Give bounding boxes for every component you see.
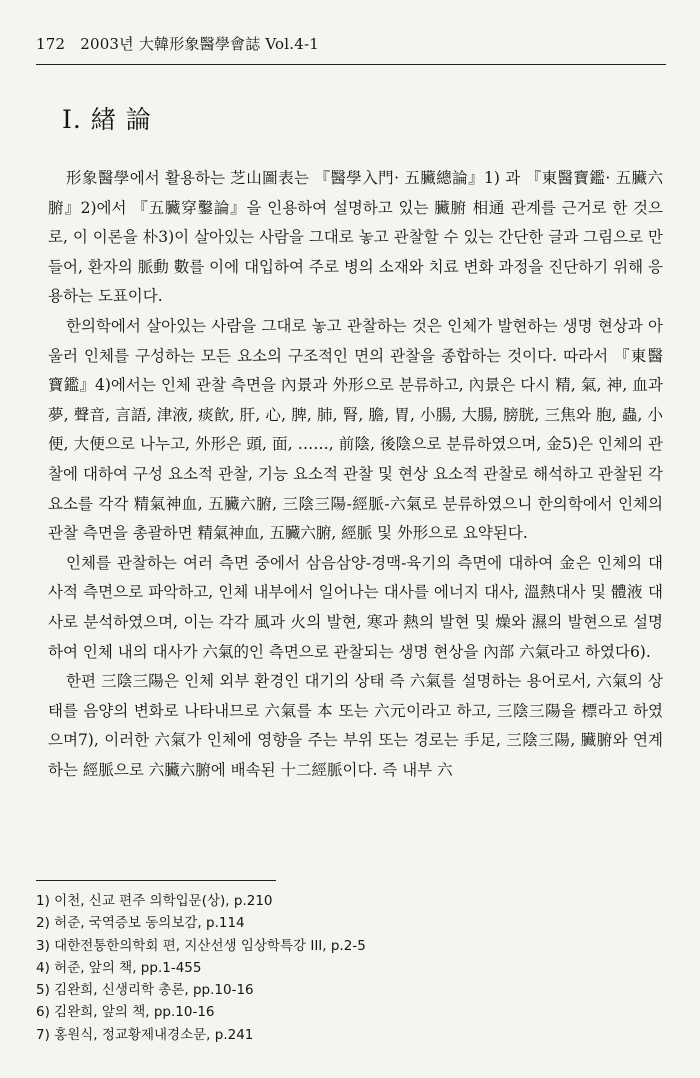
footnotes bbox=[36, 890, 656, 1046]
paragraph: 한의학에서 살아있는 사람을 그대로 놓고 관찰하는 것은 인체가 발현하는 생명 현상과 아울러 인체를 구성하는 모든 요소의 구조적인 면의 관찰을 종합하는 것이다. 따라서 『東醫寶鑑』4)에서는 인체 관찰 측면을 內景과 外形으로 분류하고, 內景은 다시 精, 氣, 神, 血과 夢, 聲音, 言語, 津液, 痰飮, 肝, 心, 脾, 肺, 腎, 膽, 胃, 小腸, 大腸, 膀胱, 三焦와 胞, 蟲, 小便, 大便으로 나누고, 外形은 頭, 面, ……, 前陰, 後陰으로 분류하였으며, 金5)은 인체의 관찰에 대하여 구성 요소적 관찰, 기능 요소적 관찰 및 현상 요소적 관찰로 해석하고 관찰된 각 요소를 각각 精氣神血, 五臟六腑, 三陰三陽-經脈-六氣로 분류하였으니 한의학에서 인체의 관찰 측면을 총괄하면 精氣神血, 五臟六腑, 經脈 및 外形으로 요약된다. bbox=[48, 316, 663, 543]
header-rule bbox=[36, 64, 666, 65]
page-number: 172 bbox=[36, 35, 66, 53]
footnote-item: 1) 이천, 신교 편주 의학입문(상), p.210 bbox=[36, 893, 273, 909]
page-header bbox=[36, 33, 666, 54]
paragraph: 한편 三陰三陽은 인체 외부 환경인 대기의 상태 즉 六氣를 설명하는 용어로서, 六氣의 상태를 음양의 변화로 나타내므로 六氣를 本 또는 六元이라고 하고, 三陰三陽을 標라고 하였으며7), 이러한 六氣가 인체에 영향을 주는 부위 또는 경로는 手足, 三陰三陽, 臟腑와 연계하는 經脈으로 六臟六腑에 배속된 十二經脈이다. 즉 내부 六 bbox=[48, 672, 663, 779]
footnote-item: 5) 김완희, 신생리학 총론, pp.10-16 bbox=[36, 982, 254, 999]
paragraph: 인체를 관찰하는 여러 측면 중에서 삼음삼양-경맥-육기의 측면에 대하여 金은 인체의 대사적 측면으로 파악하고, 인체 내부에서 일어나는 대사를 에너지 대사, 溫熱대사 및 體液 대사로 분석하였으며, 이는 각각 風과 火의 발현, 寒과 熱의 발현 및 燥와 濕의 발현으로 설명하여 인체 내의 대사가 六氣的인 측면으로 관찰되는 생명 현상을 內部 六氣라고 하였다6). bbox=[48, 553, 663, 661]
journal-title: 2003년 大韓形象醫學會誌 Vol.4-1 bbox=[80, 35, 320, 53]
footnote-item: 2) 허준, 국역증보 동의보감, p.114 bbox=[36, 915, 245, 932]
footnote-item: 4) 허준, 앞의 책, pp.1-455 bbox=[36, 959, 202, 976]
body-text bbox=[48, 164, 663, 785]
footnote-rule bbox=[36, 880, 276, 881]
paragraph: 形象醫學에서 활용하는 芝山圖表는 『醫學入門· 五臟總論』1) 과 『東醫寶鑑· 五臟六腑』2)에서 『五臟穿鑿論』을 인용하여 설명하고 있는 臟腑 相通 관계를 근거로 한 것으로, 이 이론을 朴3)이 살아있는 사람을 그대로 놓고 관찰할 수 있는 간단한 글과 그림으로 만들어, 환자의 脈動 數를 이에 대입하여 주로 병의 소재와 치료 변화 과정을 진단하기 위해 응용하는 도표이다. bbox=[48, 169, 663, 306]
footnote-item: 6) 김완희, 앞의 책, pp.10-16 bbox=[36, 1004, 215, 1021]
footnote-item: 3) 대한전통한의학회 편, 지산선생 임상학특강 III, p.2-5 bbox=[36, 937, 366, 954]
section-title: I. 緖 論 bbox=[62, 105, 152, 134]
footnote-item: 7) 홍원식, 정교황제내경소문, p.241 bbox=[36, 1026, 254, 1043]
